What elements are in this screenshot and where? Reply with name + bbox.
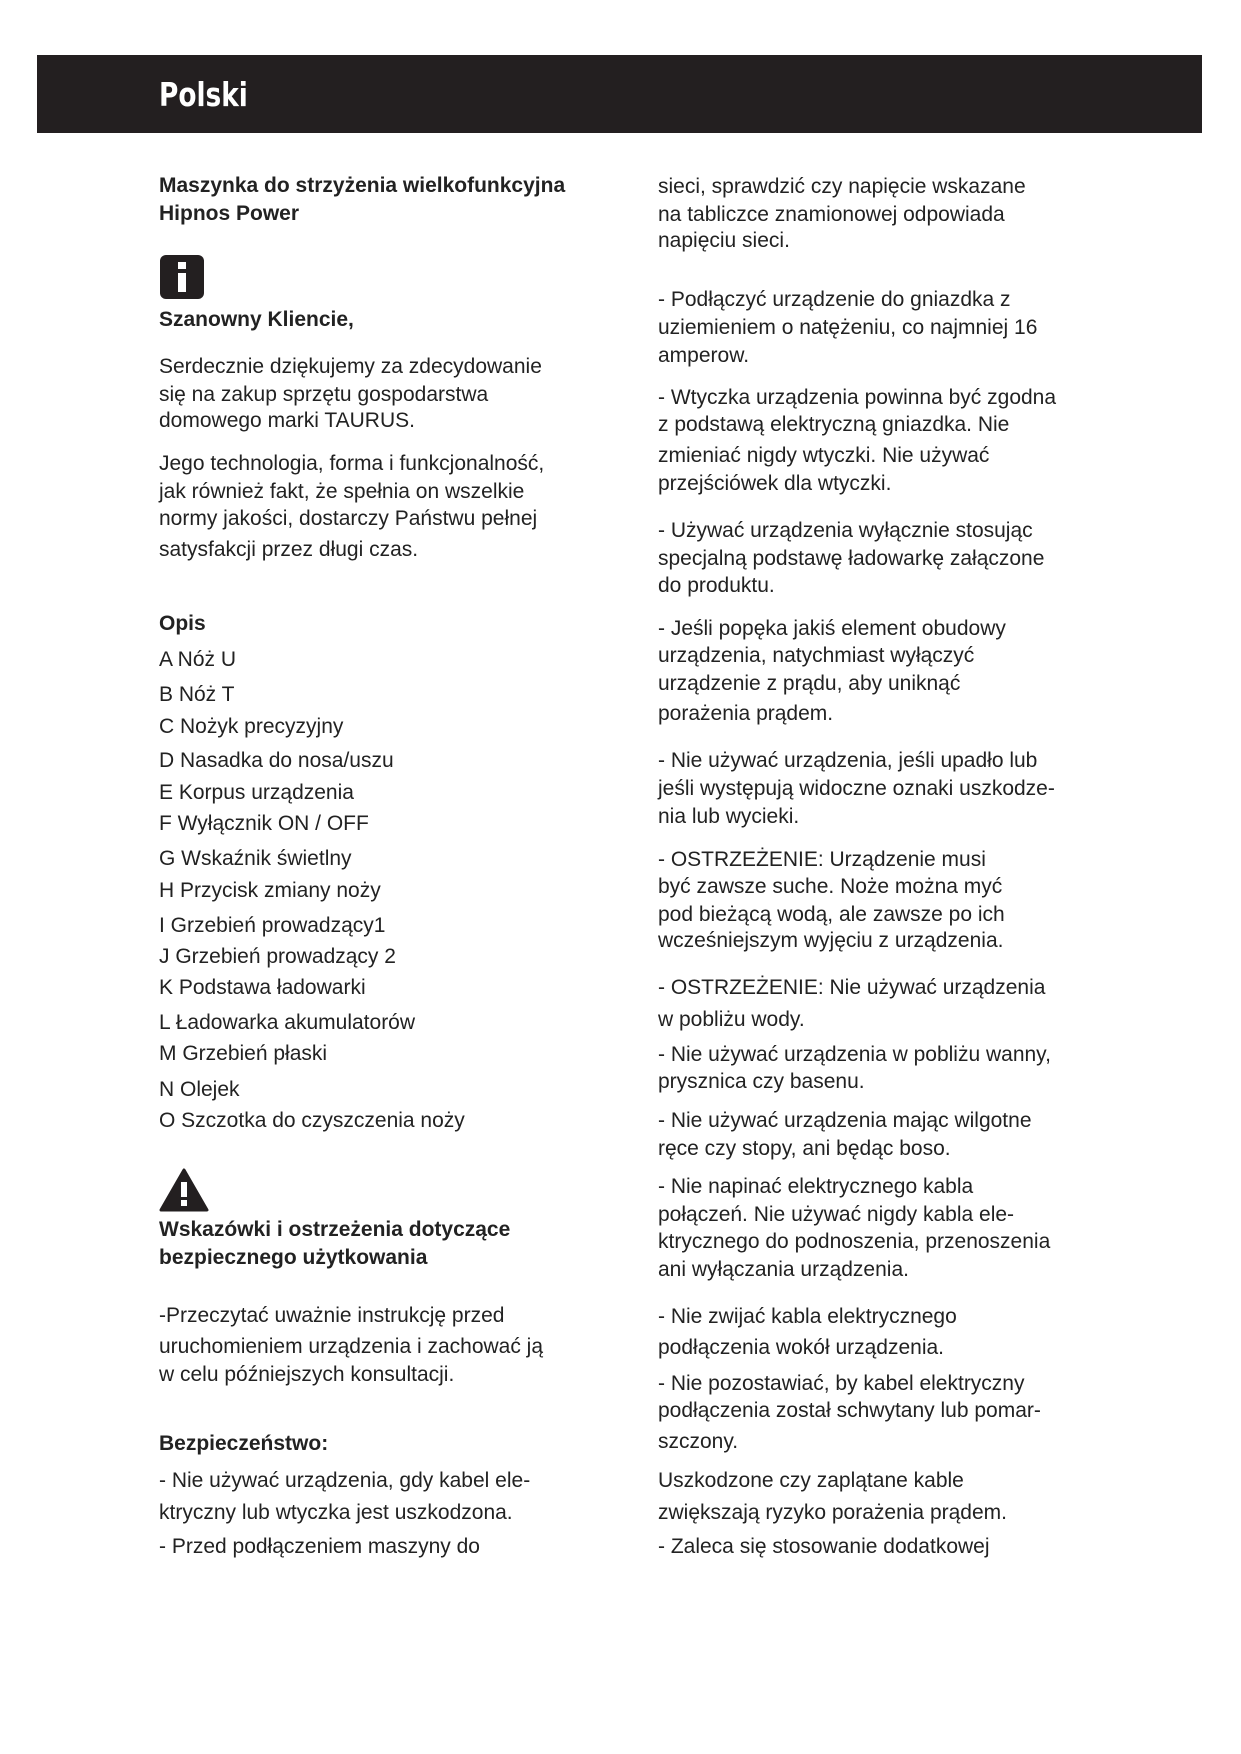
text-line: - OSTRZEŻENIE: Nie używać urządzenia bbox=[658, 976, 1046, 1000]
text-line: M Grzebień płaski bbox=[159, 1042, 328, 1066]
text-line: satysfakcji przez długi czas. bbox=[159, 538, 419, 562]
text-line: K Podstawa ładowarki bbox=[159, 976, 366, 1000]
heading-line: Hipnos Power bbox=[159, 201, 300, 225]
text-line: zmieniać nigdy wtyczki. Nie używać bbox=[658, 444, 990, 468]
text-line: - Podłączyć urządzenie do gniazdka z bbox=[658, 287, 1011, 311]
warning-icon bbox=[159, 1168, 209, 1212]
text-line: się na zakup sprzętu gospodarstwa bbox=[159, 382, 489, 406]
text-line: - Nie używać urządzenia, gdy kabel ele- bbox=[159, 1469, 531, 1493]
heading-line: Wskazówki i ostrzeżenia dotyczące bbox=[159, 1217, 511, 1241]
text-line: H Przycisk zmiany noży bbox=[159, 879, 381, 903]
text-line: ktryczny lub wtyczka jest uszkodzona. bbox=[159, 1500, 513, 1524]
text-line: - Nie używać urządzenia, jeśli upadło lub bbox=[658, 749, 1038, 773]
language-header bbox=[37, 55, 1202, 133]
text-line: Uszkodzone czy zaplątane kable bbox=[658, 1469, 964, 1493]
text-line: - Nie napinać elektrycznego kabla bbox=[658, 1175, 974, 1199]
text-line: ręce czy stopy, ani będąc boso. bbox=[658, 1137, 951, 1161]
text-line: uziemieniem o natężeniu, co najmniej 16 bbox=[658, 315, 1038, 339]
text-line: E Korpus urządzenia bbox=[159, 780, 354, 804]
text-line: - Nie pozostawiać, by kabel elektryczny bbox=[658, 1372, 1025, 1396]
text-line: Serdecznie dziękujemy za zdecydowanie bbox=[159, 354, 542, 378]
text-line: specjalną podstawę ładowarkę załączone bbox=[658, 547, 1045, 570]
text-line: - Wtyczka urządzenia powinna być zgodna bbox=[658, 386, 1057, 409]
text-line: przejściówek dla wtyczki. bbox=[658, 472, 892, 496]
text-line: podłączenia został schwytany lub pomar- bbox=[658, 1398, 1041, 1422]
text-line: Jego technologia, forma i funkcjonalność, bbox=[159, 451, 545, 475]
text-line: pod bieżącą wodą, ale zawsze po ich bbox=[658, 902, 1005, 926]
text-line: podłączenia wokół urządzenia. bbox=[658, 1336, 945, 1360]
text-line: C Nożyk precyzyjny bbox=[159, 714, 344, 738]
text-line: w pobliżu wody. bbox=[658, 1007, 805, 1031]
text-line: - Nie zwijać kabla elektrycznego bbox=[658, 1305, 957, 1328]
text-line: uruchomieniem urządzenia i zachować ją bbox=[159, 1335, 544, 1359]
info-icon bbox=[159, 254, 205, 300]
text-line: sieci, sprawdzić czy napięcie wskazane bbox=[658, 174, 1026, 198]
text-line: jak również fakt, że spełnia on wszelkie bbox=[159, 479, 525, 503]
text-line: nia lub wycieki. bbox=[658, 805, 800, 829]
text-line: - OSTRZEŻENIE: Urządzenie musi bbox=[658, 847, 986, 871]
text-line: A Nóż U bbox=[159, 647, 237, 671]
text-line: O Szczotka do czyszczenia noży bbox=[159, 1109, 465, 1133]
text-line: napięciu sieci. bbox=[658, 229, 790, 253]
heading-line: bezpiecznego użytkowania bbox=[159, 1245, 428, 1269]
text-line: połączeń. Nie używać nigdy kabla ele- bbox=[658, 1203, 1015, 1227]
text-line: być zawsze suche. Noże można myć bbox=[658, 874, 1003, 898]
text-line: - Używać urządzenia wyłącznie stosując bbox=[658, 519, 1033, 543]
text-line: - Przed podłączeniem maszyny do bbox=[159, 1535, 480, 1559]
text-line: -Przeczytać uważnie instrukcję przed bbox=[159, 1303, 505, 1327]
text-line: I Grzebień prowadzący1 bbox=[159, 913, 386, 937]
text-line: w celu późniejszych konsultacji. bbox=[159, 1363, 455, 1387]
text-line: wcześniejszym wyjęciu z urządzenia. bbox=[658, 929, 1004, 953]
heading-line: Maszynka do strzyżenia wielkofunkcyjna bbox=[159, 173, 566, 197]
text-line: D Nasadka do nosa/uszu bbox=[159, 749, 394, 773]
text-line: domowego marki TAURUS. bbox=[159, 409, 415, 433]
text-line: na tabliczce znamionowej odpowiada bbox=[658, 202, 1005, 226]
text-line: normy jakości, dostarczy Państwu pełnej bbox=[159, 506, 538, 530]
text-line: prysznica czy basenu. bbox=[658, 1070, 865, 1094]
text-line: L Ładowarka akumulatorów bbox=[159, 1010, 416, 1034]
text-line: urządzenia, natychmiast wyłączyć bbox=[658, 644, 975, 668]
text-line: ani wyłączania urządzenia. bbox=[658, 1258, 909, 1282]
heading-line: Bezpieczeństwo: bbox=[159, 1432, 329, 1456]
text-line: - Zaleca się stosowanie dodatkowej bbox=[658, 1535, 990, 1559]
text-line: - Nie używać urządzenia w pobliżu wanny, bbox=[658, 1043, 1051, 1067]
text-line: porażenia prądem. bbox=[658, 702, 834, 726]
text-line: szczony. bbox=[658, 1430, 739, 1454]
text-line: - Nie używać urządzenia mając wilgotne bbox=[658, 1109, 1032, 1133]
text-line: z podstawą elektryczną gniazdka. Nie bbox=[658, 412, 1010, 436]
text-line: jeśli występują widoczne oznaki uszkodze- bbox=[658, 777, 1055, 801]
text-line: ktrycznego do podnoszenia, przenoszenia bbox=[658, 1230, 1051, 1254]
header-title: Polski bbox=[159, 75, 248, 114]
heading-line: Opis bbox=[159, 611, 206, 635]
text-line: do produktu. bbox=[658, 573, 775, 597]
text-line: B Nóż T bbox=[159, 683, 235, 707]
text-line: - Jeśli popęka jakiś element obudowy bbox=[658, 617, 1006, 641]
text-line: amperow. bbox=[658, 343, 750, 367]
text-line: zwiększają ryzyko porażenia prądem. bbox=[658, 1500, 1007, 1524]
text-line: J Grzebień prowadzący 2 bbox=[159, 945, 396, 968]
text-line: F Wyłącznik ON / OFF bbox=[159, 811, 369, 835]
text-line: G Wskaźnik świetlny bbox=[159, 846, 352, 870]
text-line: urządzenie z prądu, aby uniknąć bbox=[658, 672, 961, 696]
text-line: N Olejek bbox=[159, 1078, 240, 1102]
heading-line: Szanowny Kliencie, bbox=[159, 307, 354, 331]
